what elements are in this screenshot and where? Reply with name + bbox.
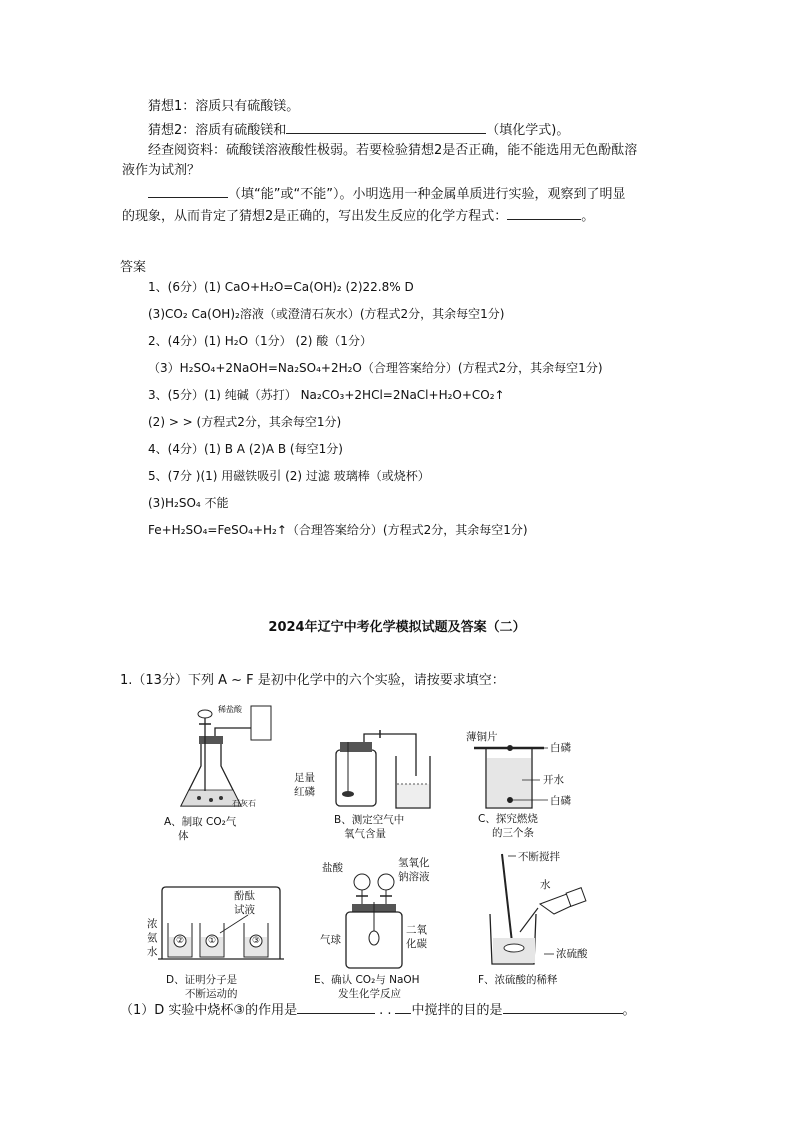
label-co2-2: 化碳 bbox=[406, 938, 427, 950]
question-1: 1.（13分）下列 A ~ F 是初中化学中的六个实验，请按要求填空： bbox=[120, 673, 505, 688]
cup-2-number: ② bbox=[176, 936, 185, 946]
figure-b-diagram bbox=[328, 730, 438, 812]
answer-line: 3、(5分）(1) 纯碱（苏打） Na₂CO₃+2HCl=2NaCl+H₂O+CO₂↑ bbox=[148, 388, 505, 402]
answer-line: (2) > > (方程式2分，其余每空1分) bbox=[148, 415, 342, 429]
label-balloon: 气球 bbox=[320, 934, 341, 946]
label-white-phosphorus-bottom: 白磷 bbox=[550, 795, 571, 807]
caption-a-2: 体 bbox=[178, 830, 189, 842]
fill-line-a-text: （填“能”或“不能”）。小明选用一种金属单质进行实验，观察到了明显 bbox=[228, 187, 626, 202]
figure-d-diagram bbox=[158, 885, 284, 965]
answer-line: 5、(7分 )(1) 用磁铁吸引 (2) 过滤 玻璃棒（或烧杯） bbox=[148, 469, 430, 483]
answer-line: Fe+H₂SO₄=FeSO₄+H₂↑（合理答案给分）(方程式2分，其余每空1分) bbox=[148, 523, 528, 537]
label-water: 水 bbox=[147, 946, 158, 958]
label-water-f: 水 bbox=[540, 879, 551, 891]
caption-d-2: 不断运动的 bbox=[185, 988, 238, 1000]
label-limestone: 石灰石 bbox=[232, 799, 256, 808]
answer-line: (3)CO₂ Ca(OH)₂溶液（或澄清石灰水）(方程式2分，其余每空1分) bbox=[148, 307, 505, 321]
caption-c-1: C、探究燃烧 bbox=[478, 813, 538, 825]
fill-line-b-end: 。 bbox=[581, 209, 595, 224]
caption-b-1: B、测定空气中 bbox=[334, 814, 405, 826]
figure-a-diagram bbox=[175, 706, 285, 810]
question-dots: . . bbox=[379, 1003, 392, 1018]
stirring-purpose-blank[interactable] bbox=[503, 1000, 623, 1014]
question-1-part-1-mid: 中搅拌的目的是 bbox=[411, 1003, 503, 1018]
label-phenolphthalein-1: 酚酞 bbox=[234, 890, 255, 902]
label-white-phosphorus-top: 白磷 bbox=[550, 742, 571, 754]
beaker-3-role-blank[interactable] bbox=[297, 1000, 375, 1014]
answers-heading: 答案 bbox=[120, 260, 147, 275]
fill-line-b-text: 的现象，从而肯定了猜想2是正确的，写出发生反应的化学方程式： bbox=[122, 209, 508, 224]
cup-1-number: ① bbox=[208, 936, 217, 946]
label-boiling-water: 开水 bbox=[543, 774, 564, 786]
label-phenolphthalein-2: 试液 bbox=[234, 904, 255, 916]
label-dilute-hcl: 稀盐酸 bbox=[218, 705, 242, 714]
guess-2 bbox=[148, 120, 569, 140]
label-naoh-2: 钠溶液 bbox=[398, 871, 430, 883]
label-ammonia: 氨 bbox=[147, 932, 158, 944]
answer-line: 1、(6分）(1) CaO+H₂O=Ca(OH)₂ (2)22.8% D bbox=[148, 280, 414, 294]
label-conc-sulfuric-acid: 浓硫酸 bbox=[556, 948, 588, 960]
label-red-phosphorus: 红磷 bbox=[294, 786, 315, 798]
guess-2-suffix: （填化学式)。 bbox=[486, 123, 570, 138]
caption-d-1: D、证明分子是 bbox=[166, 974, 238, 986]
can-or-cannot-blank[interactable] bbox=[148, 184, 228, 198]
question-1-part-1-text: （1）D 实验中烧杯③的作用是 bbox=[120, 1003, 298, 1018]
label-naoh-1: 氢氧化 bbox=[398, 857, 430, 869]
label-co2-1: 二氧 bbox=[406, 924, 427, 936]
answer-line: （3）H₂SO₄+2NaOH=Na₂SO₄+2H₂O（合理答案给分）(方程式2分，其余每空1分) bbox=[148, 361, 603, 375]
consult-line-2: 液作为试剂？ bbox=[122, 163, 201, 178]
equation-blank[interactable] bbox=[507, 206, 581, 220]
guess-2-text: 猜想2：溶质有硫酸镁和 bbox=[148, 123, 287, 138]
answer-line: (3)H₂SO₄ 不能 bbox=[148, 496, 229, 510]
consult-line-1: 经查阅资料：硫酸镁溶液酸性极弱。若要检验猜想2是否正确，能不能选用无色酚酞溶 bbox=[148, 143, 638, 158]
answer-line: 2、(4分）(1) H₂O（1分） (2) 酸（1分） bbox=[148, 334, 372, 348]
caption-a-1: A、制取 CO₂气 bbox=[164, 816, 237, 828]
guess-2-blank[interactable] bbox=[286, 120, 486, 134]
label-conc: 浓 bbox=[147, 918, 158, 930]
label-copper-sheet: 薄铜片 bbox=[466, 731, 498, 743]
caption-c-2: 的三个条 bbox=[492, 827, 534, 839]
caption-e-1: E、确认 CO₂与 NaOH bbox=[314, 974, 420, 986]
question-1-part-1-end: 。 bbox=[622, 1003, 636, 1018]
cup-3-number: ③ bbox=[252, 936, 261, 946]
caption-b-2: 氧气含量 bbox=[344, 828, 386, 840]
caption-e-2: 发生化学反应 bbox=[338, 988, 401, 1000]
fill-line-a bbox=[148, 184, 625, 204]
answer-line: 4、(4分）(1) B A (2)A B (每空1分) bbox=[148, 442, 343, 456]
experiment-letter-blank[interactable] bbox=[395, 1000, 411, 1014]
question-1-part-1 bbox=[120, 1000, 636, 1020]
label-excess: 足量 bbox=[294, 772, 315, 784]
caption-f: F、浓硫酸的稀释 bbox=[478, 974, 558, 986]
guess-1: 猜想1：溶质只有硫酸镁。 bbox=[148, 99, 300, 114]
label-hydrochloric-acid: 盐酸 bbox=[322, 862, 343, 874]
section-title: 2024年辽宁中考化学模拟试题及答案（二） bbox=[268, 620, 526, 635]
label-keep-stirring: 不断搅拌 bbox=[518, 851, 560, 863]
fill-line-b bbox=[122, 206, 594, 226]
